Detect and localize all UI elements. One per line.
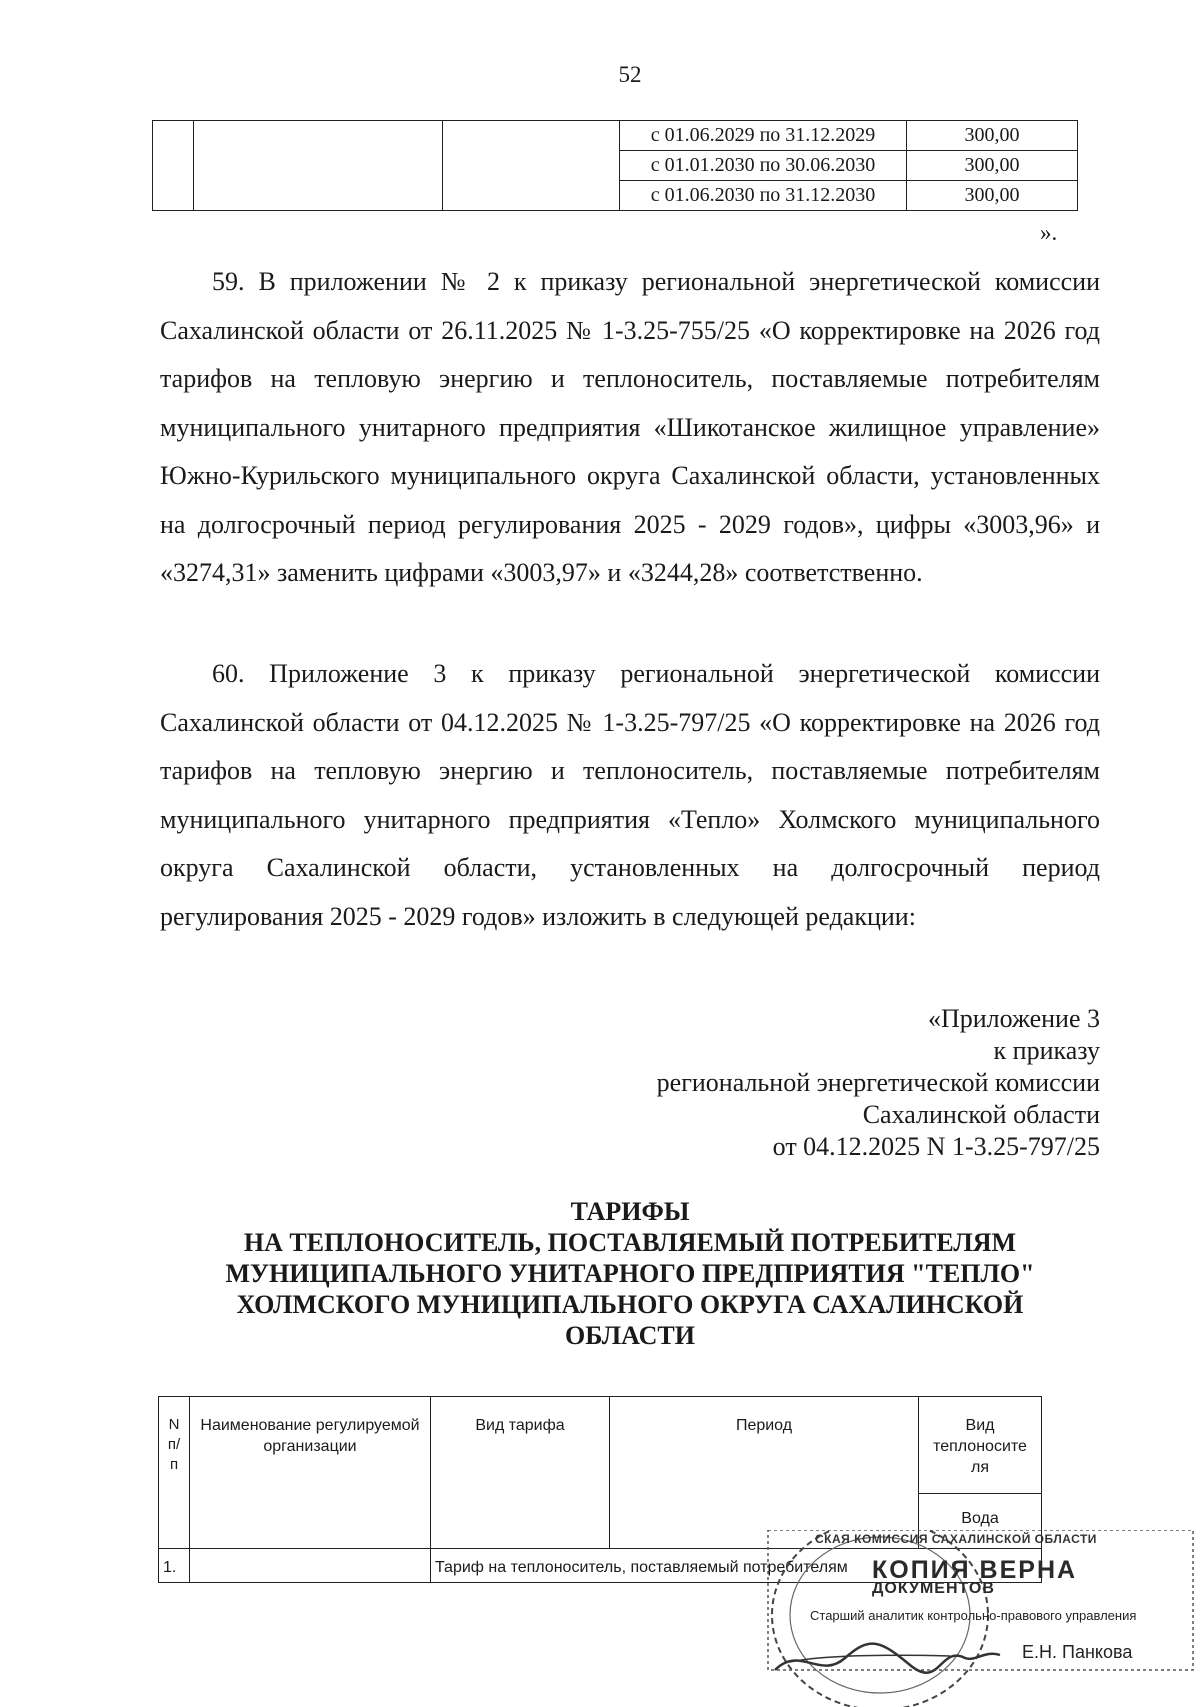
period-cell: с 01.06.2030 по 31.12.2030 (620, 181, 907, 211)
value-cell: 300,00 (907, 121, 1078, 151)
row-tariff-text: Тариф на теплоноситель, поставляемый потребителям (431, 1549, 1042, 1583)
value-cell: 300,00 (907, 181, 1078, 211)
header-carrier: Вид теплоносите ля (919, 1397, 1042, 1494)
appendix-header (657, 1003, 1100, 1163)
stamp-name: Е.Н. Панкова (1022, 1642, 1133, 1662)
paragraph-59 (160, 258, 1100, 598)
header-water: Вода (919, 1494, 1042, 1549)
appendix-line: региональной энергетической комиссии (656, 1068, 1100, 1097)
paragraph-59-text: 59. В приложении № 2 к приказу региональной энергетической комиссии Сахалинской области от 26.11.2025 № 1-3.25-755/25 «О корректировке на 2026 год тарифов на тепловую энергию и теплоноситель, поставляемые потребителям муниципального унитарного предприятия «Шикотанское жилищное управление» Южно-Курильского муниципального округа Сахалинской области, установленных на долгосрочный период регулирования 2025 - 2029 годов», цифры «3003,96» и «3274,31» заменить цифрами «3003,97» и «3244,28» соответственно. (160, 267, 1100, 587)
paragraph-60-text: 60. Приложение 3 к приказу региональной энергетической комиссии Сахалинской области от 04.12.2025 № 1-3.25-797/25 «О корректировке на 2026 год тарифов на тепловую энергию и теплоноситель, поставляемые потребителям муниципального унитарного предприятия «Тепло» Холмского муниципального округа Сахалинской области, установленных на долгосрочный период регулирования 2025 - 2029 годов» изложить в следующей редакции: (160, 659, 1100, 931)
header-period: Период (610, 1397, 919, 1549)
document-title (130, 1196, 1130, 1351)
appendix-line: Сахалинской области (862, 1100, 1100, 1129)
paragraph-60 (160, 650, 1100, 941)
title-line: ОБЛАСТИ (565, 1321, 695, 1350)
header-type: Вид тарифа (431, 1397, 610, 1549)
stamp-position: Старший аналитик контрольно-правового управления (810, 1608, 1137, 1623)
row-num: 1. (159, 1549, 190, 1583)
page-number: 52 (618, 62, 642, 87)
closing-quote: ». (1040, 220, 1058, 245)
header-org: Наименование регулируемой организации (190, 1397, 431, 1549)
top-tariff-table (152, 120, 1078, 211)
period-cell: с 01.06.2029 по 31.12.2029 (620, 121, 907, 151)
signature (775, 1644, 1000, 1673)
signature-stroke (790, 1655, 950, 1662)
title-line: ТАРИФЫ (570, 1197, 690, 1226)
title-line: НА ТЕПЛОНОСИТЕЛЬ, ПОСТАВЛЯЕМЫЙ ПОТРЕБИТЕЛЯМ (243, 1228, 1017, 1257)
stamp-subtitle: ДОКУМЕНТОВ (872, 1580, 995, 1597)
period-cell: с 01.01.2030 по 30.06.2030 (620, 151, 907, 181)
certification-stamp (760, 1530, 1200, 1707)
appendix-line: от 04.12.2025 N 1-3.25-797/25 (772, 1132, 1100, 1161)
value-cell: 300,00 (907, 151, 1078, 181)
title-line: МУНИЦИПАЛЬНОГО УНИТАРНОГО ПРЕДПРИЯТИЯ "ТЕПЛО" (225, 1259, 1035, 1288)
appendix-line: к приказу (993, 1036, 1100, 1065)
header-num: N п/ п (159, 1397, 190, 1549)
table-header-row (159, 1397, 1042, 1494)
title-line: ХОЛМСКОГО МУНИЦИПАЛЬНОГО ОКРУГА САХАЛИНСКОЙ (236, 1290, 1024, 1319)
appendix-line: «Приложение 3 (927, 1004, 1100, 1033)
stamp-org-line: СКАЯ КОМИССИЯ САХАЛИНСКОЙ ОБЛАСТИ (815, 1532, 1097, 1546)
stamp-title: КОПИЯ ВЕРНА (872, 1556, 1078, 1584)
table-row (153, 121, 1078, 151)
